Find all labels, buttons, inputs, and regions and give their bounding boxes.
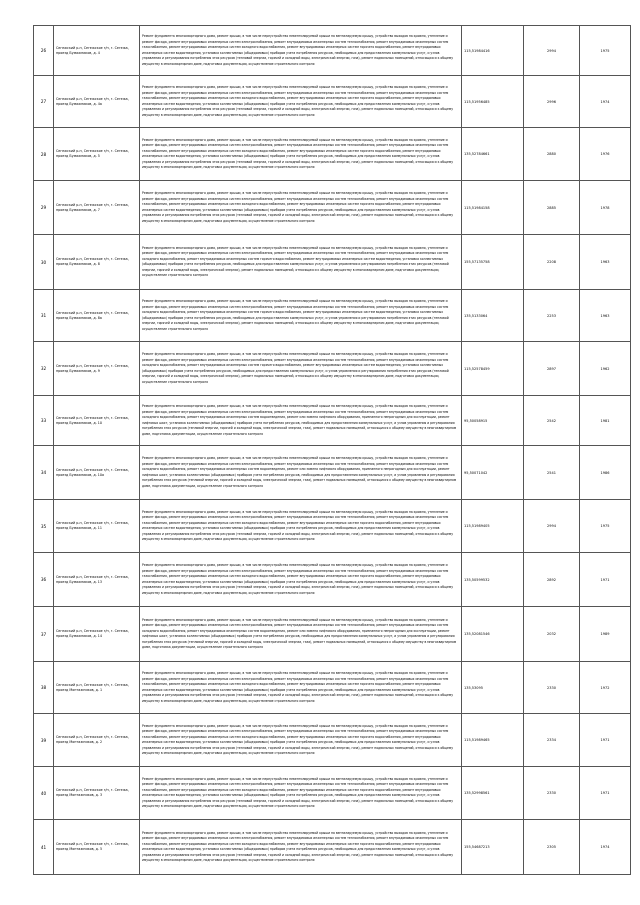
area-cell: 2897 xyxy=(524,342,580,396)
cost-cell: 115,52578459 xyxy=(462,342,524,396)
table-row xyxy=(34,396,631,446)
address-cell: Сегежский р-н, Сегежское г/п, г. Сегежа, проезд Монтажников, д. 3 xyxy=(54,767,140,820)
cost-cell: 115,51989405 xyxy=(462,500,524,553)
row-number-cell: 29 xyxy=(34,181,54,235)
table-row xyxy=(34,128,631,181)
works-list-cell: Ремонт фундамента многоквартирного дома, ремонт крыши, в том числе переустройство невентилируемой крыши на вентилируемую крышу, устройство выходов на кровлю, утепление и ремонт фасада, ремонт внутридомовых инженерных систем электроснабжения, ремонт внутридомовых инженерных систем теплоснабжения, ремонт внутридомовых инженерных систем холодного водоснабжения, ремонт внутридомовых инженерных систем водоотведения, ремонт или замена лифтового оборудования, признанного непригодным для эксплуатации, ремонт лифтовых шахт, установка коллективных (общедомовых) приборов учета потребления ресурсов, необходимых для предоставления коммунальных услуг, и узлов управления и регулирования потребления этих ресурсов (тепловой энергии, горячей и холодной воды, электрической энергии, газа), ремонт подвальных помещений, относящихся к общему имуществу в многоквартирном доме, подготовка документации, осуществление строительного контроля xyxy=(140,446,462,500)
area-cell: 2542 xyxy=(524,396,580,446)
row-number-cell: 36 xyxy=(34,553,54,607)
works-list-cell: Ремонт фундамента многоквартирного дома, ремонт крыши, в том числе переустройство невентилируемой крыши на вентилируемую крышу, устройство выходов на кровлю, утепление и ремонт фасада, ремонт внутридомовых инженерных систем электроснабжения, ремонт внутридомовых инженерных систем теплоснабжения, ремонт внутридомовых инженерных систем газоснабжения, ремонт внутридомовых инженерных систем холодного водоснабжения, ремонт внутридомовых инженерных систем горячего водоснабжения, ремонт внутридомовых инженерных систем водоотведения, установка коллективных (общедомовых) приборов учета потребления ресурсов, необходимых для предоставления коммунальных услуг, и узлов управления и регулирования потребления этих ресурсов (тепловой энергии, горячей и холодной воды, электрической энергии, газа), ремонт подвальных помещений, относящихся к общему имуществу в многоквартирном доме, подготовка документации, осуществление строительного контроля xyxy=(140,128,462,181)
year-cell: 1971 xyxy=(580,553,631,607)
works-list-cell: Ремонт фундамента многоквартирного дома, ремонт крыши, в том числе переустройство невентилируемой крыши на вентилируемую крышу, устройство выходов на кровлю, утепление и ремонт фасада, ремонт внутридомовых инженерных систем электроснабжения, ремонт внутридомовых инженерных систем теплоснабжения, ремонт внутридомовых инженерных систем холодного водоснабжения, ремонт внутридомовых инженерных систем водоотведения, ремонт или замена лифтового оборудования, признанного непригодным для эксплуатации, ремонт лифтовых шахт, установка коллективных (общедомовых) приборов учета потребления ресурсов, необходимых для предоставления коммунальных услуг, и узлов управления и регулирования потребления этих ресурсов (тепловой энергии, горячей и холодной воды, электрической энергии, газа), ремонт подвальных помещений, относящихся к общему имуществу в многоквартирном доме, подготовка документации, осуществление строительного контроля xyxy=(140,396,462,446)
works-list-cell: Ремонт фундамента многоквартирного дома, ремонт крыши, в том числе переустройство невентилируемой крыши на вентилируемую крышу, устройство выходов на кровлю, утепление и ремонт фасада, ремонт внутридомовых инженерных систем электроснабжения, ремонт внутридомовых инженерных систем теплоснабжения, ремонт внутридомовых инженерных систем газоснабжения, ремонт внутридомовых инженерных систем холодного водоснабжения, ремонт внутридомовых инженерных систем горячего водоснабжения, ремонт внутридомовых инженерных систем водоотведения, установка коллективных (общедомовых) приборов учета потребления ресурсов, необходимых для предоставления коммунальных услуг, и узлов управления и регулирования потребления этих ресурсов (тепловой энергии, горячей и холодной воды, электрической энергии, газа), ремонт подвальных помещений, относящихся к общему имуществу в многоквартирном доме, подготовка документации, осуществление строительного контроля xyxy=(140,767,462,820)
address-cell: Сегежский р-н, Сегежское г/п, г. Сегежа, проезд Бумажников, д. 14 xyxy=(54,607,140,662)
year-cell: 1963 xyxy=(580,290,631,342)
cost-cell: 115,51984158 xyxy=(462,181,524,235)
address-cell: Сегежский р-н, Сегежское г/п, г. Сегежа, проезд Бумажников, д. 10а xyxy=(54,446,140,500)
cost-cell: 135,53095 xyxy=(462,662,524,714)
year-cell: 1971 xyxy=(580,767,631,820)
area-cell: 2208 xyxy=(524,235,580,290)
row-number-cell: 38 xyxy=(34,662,54,714)
address-cell: Сегежский р-н, Сегежское г/п, г. Сегежа, проезд Бумажников, д. 4а xyxy=(54,76,140,128)
address-cell: Сегежский р-н, Сегежское г/п, г. Сегежа, проезд Бумажников, д. 7 xyxy=(54,181,140,235)
area-cell: 2994 xyxy=(524,26,580,76)
table-row xyxy=(34,76,631,128)
year-cell: 1974 xyxy=(580,76,631,128)
table-row xyxy=(34,767,631,820)
table-row xyxy=(34,714,631,767)
repair-program-table xyxy=(33,25,631,875)
address-cell: Сегежский р-н, Сегежское г/п, г. Сегежа, проезд Бумажников, д. 8 xyxy=(54,235,140,290)
address-cell: Сегежский р-н, Сегежское г/п, г. Сегежа, проезд Бумажников, д. 9 xyxy=(54,342,140,396)
year-cell: 1975 xyxy=(580,26,631,76)
works-list-cell: Ремонт фундамента многоквартирного дома, ремонт крыши, в том числе переустройство невентилируемой крыши на вентилируемую крышу, устройство выходов на кровлю, утепление и ремонт фасада, ремонт внутридомовых инженерных систем электроснабжения, ремонт внутридомовых инженерных систем теплоснабжения, ремонт внутридомовых инженерных систем холодного водоснабжения, ремонт внутридомовых инженерных систем горячего водоснабжения, ремонт внутридомовых инженерных систем водоотведения, установка коллективных (общедомовых) приборов учета потребления ресурсов, необходимых для предоставления коммунальных услуг, и узлов управления и регулирования потребления этих ресурсов (тепловой энергии, горячей и холодной воды, электрической энергии), ремонт подвальных помещений, относящихся к общему имуществу в многоквартирном доме, подготовка документации, осуществление строительного контроля xyxy=(140,235,462,290)
cost-cell: 135,5133064 xyxy=(462,290,524,342)
address-cell: Сегежский р-н, Сегежское г/п, г. Сегежа, проезд Бумажников, д. 11 xyxy=(54,500,140,553)
address-cell: Сегежский р-н, Сегежское г/п, г. Сегежа, проезд Бумажников, д. 4 xyxy=(54,26,140,76)
area-cell: 2885 xyxy=(524,181,580,235)
works-list-cell: Ремонт фундамента многоквартирного дома, ремонт крыши, в том числе переустройство невентилируемой крыши на вентилируемую крышу, устройство выходов на кровлю, утепление и ремонт фасада, ремонт внутридомовых инженерных систем электроснабжения, ремонт внутридомовых инженерных систем теплоснабжения, ремонт внутридомовых инженерных систем газоснабжения, ремонт внутридомовых инженерных систем холодного водоснабжения, ремонт внутридомовых инженерных систем горячего водоснабжения, ремонт внутридомовых инженерных систем водоотведения, установка коллективных (общедомовых) приборов учета потребления ресурсов, необходимых для предоставления коммунальных услуг, и узлов управления и регулирования потребления этих ресурсов (тепловой энергии, горячей и холодной воды, электрической энергии, газа), ремонт подвальных помещений, относящихся к общему имуществу в многоквартирном доме, подготовка документации, осуществление строительного контроля xyxy=(140,820,462,875)
address-cell: Сегежский р-н, Сегежское г/п, г. Сегежа, проезд Монтажников, д. 5 xyxy=(54,820,140,875)
table-row xyxy=(34,607,631,662)
address-cell: Сегежский р-н, Сегежское г/п, г. Сегежа, проезд Бумажников, д. 10 xyxy=(54,396,140,446)
area-cell: 2541 xyxy=(524,446,580,500)
year-cell: 1975 xyxy=(580,500,631,553)
table-row xyxy=(34,820,631,875)
table-row xyxy=(34,26,631,76)
cost-cell: 95,50058915 xyxy=(462,396,524,446)
table-row xyxy=(34,500,631,553)
table-row xyxy=(34,553,631,607)
row-number-cell: 26 xyxy=(34,26,54,76)
cost-cell: 155,54687213 xyxy=(462,820,524,875)
works-list-cell: Ремонт фундамента многоквартирного дома, ремонт крыши, в том числе переустройство невентилируемой крыши на вентилируемую крышу, устройство выходов на кровлю, утепление и ремонт фасада, ремонт внутридомовых инженерных систем электроснабжения, ремонт внутридомовых инженерных систем теплоснабжения, ремонт внутридомовых инженерных систем холодного водоснабжения, ремонт внутридомовых инженерных систем водоотведения, ремонт или замена лифтового оборудования, признанного непригодным для эксплуатации, ремонт лифтовых шахт, установка коллективных (общедомовых) приборов учета потребления ресурсов, необходимых для предоставления коммунальных услуг, и узлов управления и регулирования потребления этих ресурсов (тепловой энергии, горячей и холодной воды, электрической энергии, газа), ремонт подвальных помещений, относящихся к общему имуществу в многоквартирном доме, подготовка документации, осуществление строительного контроля xyxy=(140,607,462,662)
row-number-cell: 31 xyxy=(34,290,54,342)
cost-cell: 115,51984416 xyxy=(462,26,524,76)
row-number-cell: 39 xyxy=(34,714,54,767)
year-cell: 1981 xyxy=(580,396,631,446)
area-cell: 2880 xyxy=(524,128,580,181)
area-cell: 2996 xyxy=(524,76,580,128)
area-cell: 2334 xyxy=(524,714,580,767)
works-list-cell: Ремонт фундамента многоквартирного дома, ремонт крыши, в том числе переустройство невентилируемой крыши на вентилируемую крышу, устройство выходов на кровлю, утепление и ремонт фасада, ремонт внутридомовых инженерных систем электроснабжения, ремонт внутридомовых инженерных систем теплоснабжения, ремонт внутридомовых инженерных систем газоснабжения, ремонт внутридомовых инженерных систем холодного водоснабжения, ремонт внутридомовых инженерных систем горячего водоснабжения, ремонт внутридомовых инженерных систем водоотведения, установка коллективных (общедомовых) приборов учета потребления ресурсов, необходимых для предоставления коммунальных услуг, и узлов управления и регулирования потребления этих ресурсов (тепловой энергии, горячей и холодной воды, электрической энергии, газа), ремонт подвальных помещений, относящихся к общему имуществу в многоквартирном доме, подготовка документации, осуществление строительного контроля xyxy=(140,714,462,767)
year-cell: 1962 xyxy=(580,342,631,396)
works-list-cell: Ремонт фундамента многоквартирного дома, ремонт крыши, в том числе переустройство невентилируемой крыши на вентилируемую крышу, устройство выходов на кровлю, утепление и ремонт фасада, ремонт внутридомовых инженерных систем электроснабжения, ремонт внутридомовых инженерных систем теплоснабжения, ремонт внутридомовых инженерных систем холодного водоснабжения, ремонт внутридомовых инженерных систем горячего водоснабжения, ремонт внутридомовых инженерных систем водоотведения, установка коллективных (общедомовых) приборов учета потребления ресурсов, необходимых для предоставления коммунальных услуг, и узлов управления и регулирования потребления этих ресурсов (тепловой энергии, горячей и холодной воды, электрической энергии), ремонт подвальных помещений, относящихся к общему имуществу в многоквартирном доме, подготовка документации, осуществление строительного контроля xyxy=(140,342,462,396)
cost-cell: 115,51989465 xyxy=(462,714,524,767)
area-cell: 2892 xyxy=(524,553,580,607)
row-number-cell: 28 xyxy=(34,128,54,181)
area-cell: 2330 xyxy=(524,767,580,820)
row-number-cell: 34 xyxy=(34,446,54,500)
cost-cell: 95,50071042 xyxy=(462,446,524,500)
area-cell: 2994 xyxy=(524,500,580,553)
address-cell: Сегежский р-н, Сегежское г/п, г. Сегежа, проезд Бумажников, д. 8а xyxy=(54,290,140,342)
year-cell: 1989 xyxy=(580,607,631,662)
table-row xyxy=(34,446,631,500)
table-row xyxy=(34,342,631,396)
area-cell: 2330 xyxy=(524,662,580,714)
table-body xyxy=(34,26,631,875)
row-number-cell: 37 xyxy=(34,607,54,662)
works-list-cell: Ремонт фундамента многоквартирного дома, ремонт крыши, в том числе переустройство невентилируемой крыши на вентилируемую крышу, устройство выходов на кровлю, утепление и ремонт фасада, ремонт внутридомовых инженерных систем электроснабжения, ремонт внутридомовых инженерных систем теплоснабжения, ремонт внутридомовых инженерных систем газоснабжения, ремонт внутридомовых инженерных систем холодного водоснабжения, ремонт внутридомовых инженерных систем горячего водоснабжения, ремонт внутридомовых инженерных систем водоотведения, установка коллективных (общедомовых) приборов учета потребления ресурсов, необходимых для предоставления коммунальных услуг, и узлов управления и регулирования потребления этих ресурсов (тепловой энергии, горячей и холодной воды, электрической энергии, газа), ремонт подвальных помещений, относящихся к общему имуществу в многоквартирном доме, подготовка документации, осуществление строительного контроля xyxy=(140,553,462,607)
row-number-cell: 32 xyxy=(34,342,54,396)
row-number-cell: 30 xyxy=(34,235,54,290)
year-cell: 1972 xyxy=(580,662,631,714)
area-cell: 2305 xyxy=(524,820,580,875)
year-cell: 1974 xyxy=(580,820,631,875)
works-list-cell: Ремонт фундамента многоквартирного дома, ремонт крыши, в том числе переустройство невентилируемой крыши на вентилируемую крышу, устройство выходов на кровлю, утепление и ремонт фасада, ремонт внутридомовых инженерных систем электроснабжения, ремонт внутридомовых инженерных систем теплоснабжения, ремонт внутридомовых инженерных систем газоснабжения, ремонт внутридомовых инженерных систем холодного водоснабжения, ремонт внутридомовых инженерных систем горячего водоснабжения, ремонт внутридомовых инженерных систем водоотведения, установка коллективных (общедомовых) приборов учета потребления ресурсов, необходимых для предоставления коммунальных услуг, и узлов управления и регулирования потребления этих ресурсов (тепловой энергии, горячей и холодной воды, электрической энергии, газа), ремонт подвальных помещений, относящихся к общему имуществу в многоквартирном доме, подготовка документации, осуществление строительного контроля xyxy=(140,500,462,553)
works-list-cell: Ремонт фундамента многоквартирного дома, ремонт крыши, в том числе переустройство невентилируемой крыши на вентилируемую крышу, устройство выходов на кровлю, утепление и ремонт фасада, ремонт внутридомовых инженерных систем электроснабжения, ремонт внутридомовых инженерных систем теплоснабжения, ремонт внутридомовых инженерных систем холодного водоснабжения, ремонт внутридомовых инженерных систем горячего водоснабжения, ремонт внутридомовых инженерных систем водоотведения, установка коллективных (общедомовых) приборов учета потребления ресурсов, необходимых для предоставления коммунальных услуг, и узлов управления и регулирования потребления этих ресурсов (тепловой энергии, горячей и холодной воды, электрической энергии), ремонт подвальных помещений, относящихся к общему имуществу в многоквартирном доме, подготовка документации, осуществление строительного контроля xyxy=(140,290,462,342)
year-cell: 1963 xyxy=(580,235,631,290)
works-list-cell: Ремонт фундамента многоквартирного дома, ремонт крыши, в том числе переустройство невентилируемой крыши на вентилируемую крышу, устройство выходов на кровлю, утепление и ремонт фасада, ремонт внутридомовых инженерных систем электроснабжения, ремонт внутридомовых инженерных систем теплоснабжения, ремонт внутридомовых инженерных систем газоснабжения, ремонт внутридомовых инженерных систем холодного водоснабжения, ремонт внутридомовых инженерных систем горячего водоснабжения, ремонт внутридомовых инженерных систем водоотведения, установка коллективных (общедомовых) приборов учета потребления ресурсов, необходимых для предоставления коммунальных услуг, и узлов управления и регулирования потребления этих ресурсов (тепловой энергии, горячей и холодной воды, электрической энергии, газа), ремонт подвальных помещений, относящихся к общему имуществу в многоквартирном доме, подготовка документации, осуществление строительного контроля xyxy=(140,76,462,128)
year-cell: 1986 xyxy=(580,446,631,500)
cost-cell: 135,50599532 xyxy=(462,553,524,607)
row-number-cell: 40 xyxy=(34,767,54,820)
area-cell: 2032 xyxy=(524,607,580,662)
year-cell: 1976 xyxy=(580,128,631,181)
address-cell: Сегежский р-н, Сегежское г/п, г. Сегежа, проезд Бумажников, д. 5 xyxy=(54,128,140,181)
cost-cell: 135,52784661 xyxy=(462,128,524,181)
row-number-cell: 35 xyxy=(34,500,54,553)
address-cell: Сегежский р-н, Сегежское г/п, г. Сегежа, проезд Монтажников, д. 1 xyxy=(54,662,140,714)
table-row xyxy=(34,181,631,235)
row-number-cell: 33 xyxy=(34,396,54,446)
row-number-cell: 27 xyxy=(34,76,54,128)
address-cell: Сегежский р-н, Сегежское г/п, г. Сегежа, проезд Монтажников, д. 2 xyxy=(54,714,140,767)
year-cell: 1971 xyxy=(580,714,631,767)
table-row xyxy=(34,235,631,290)
cost-cell: 155,57135758 xyxy=(462,235,524,290)
year-cell: 1978 xyxy=(580,181,631,235)
cost-cell: 135,52081546 xyxy=(462,607,524,662)
works-list-cell: Ремонт фундамента многоквартирного дома, ремонт крыши, в том числе переустройство невентилируемой крыши на вентилируемую крышу, устройство выходов на кровлю, утепление и ремонт фасада, ремонт внутридомовых инженерных систем электроснабжения, ремонт внутридомовых инженерных систем теплоснабжения, ремонт внутридомовых инженерных систем газоснабжения, ремонт внутридомовых инженерных систем холодного водоснабжения, ремонт внутридомовых инженерных систем горячего водоснабжения, ремонт внутридомовых инженерных систем водоотведения, установка коллективных (общедомовых) приборов учета потребления ресурсов, необходимых для предоставления коммунальных услуг, и узлов управления и регулирования потребления этих ресурсов (тепловой энергии, горячей и холодной воды, электрической энергии, газа), ремонт подвальных помещений, относящихся к общему имуществу в многоквартирном доме, подготовка документации, осуществление строительного контроля xyxy=(140,26,462,76)
works-list-cell: Ремонт фундамента многоквартирного дома, ремонт крыши, в том числе переустройство невентилируемой крыши на вентилируемую крышу, устройство выходов на кровлю, утепление и ремонт фасада, ремонт внутридомовых инженерных систем электроснабжения, ремонт внутридомовых инженерных систем теплоснабжения, ремонт внутридомовых инженерных систем газоснабжения, ремонт внутридомовых инженерных систем холодного водоснабжения, ремонт внутридомовых инженерных систем горячего водоснабжения, ремонт внутридомовых инженерных систем водоотведения, установка коллективных (общедомовых) приборов учета потребления ресурсов, необходимых для предоставления коммунальных услуг, и узлов управления и регулирования потребления этих ресурсов (тепловой энергии, горячей и холодной воды, электрической энергии, газа), ремонт подвальных помещений, относящихся к общему имуществу в многоквартирном доме, подготовка документации, осуществление строительного контроля xyxy=(140,662,462,714)
works-list-cell: Ремонт фундамента многоквартирного дома, ремонт крыши, в том числе переустройство невентилируемой крыши на вентилируемую крышу, устройство выходов на кровлю, утепление и ремонт фасада, ремонт внутридомовых инженерных систем электроснабжения, ремонт внутридомовых инженерных систем теплоснабжения, ремонт внутридомовых инженерных систем газоснабжения, ремонт внутридомовых инженерных систем холодного водоснабжения, ремонт внутридомовых инженерных систем горячего водоснабжения, ремонт внутридомовых инженерных систем водоотведения, установка коллективных (общедомовых) приборов учета потребления ресурсов, необходимых для предоставления коммунальных услуг, и узлов управления и регулирования потребления этих ресурсов (тепловой энергии, горячей и холодной воды, электрической энергии, газа), ремонт подвальных помещений, относящихся к общему имуществу в многоквартирном доме, подготовка документации, осуществление строительного контроля xyxy=(140,181,462,235)
table-row xyxy=(34,290,631,342)
cost-cell: 135,52998561 xyxy=(462,767,524,820)
cost-cell: 115,51956485 xyxy=(462,76,524,128)
row-number-cell: 41 xyxy=(34,820,54,875)
area-cell: 2253 xyxy=(524,290,580,342)
table-row xyxy=(34,662,631,714)
address-cell: Сегежский р-н, Сегежское г/п, г. Сегежа, проезд Бумажников, д. 13 xyxy=(54,553,140,607)
